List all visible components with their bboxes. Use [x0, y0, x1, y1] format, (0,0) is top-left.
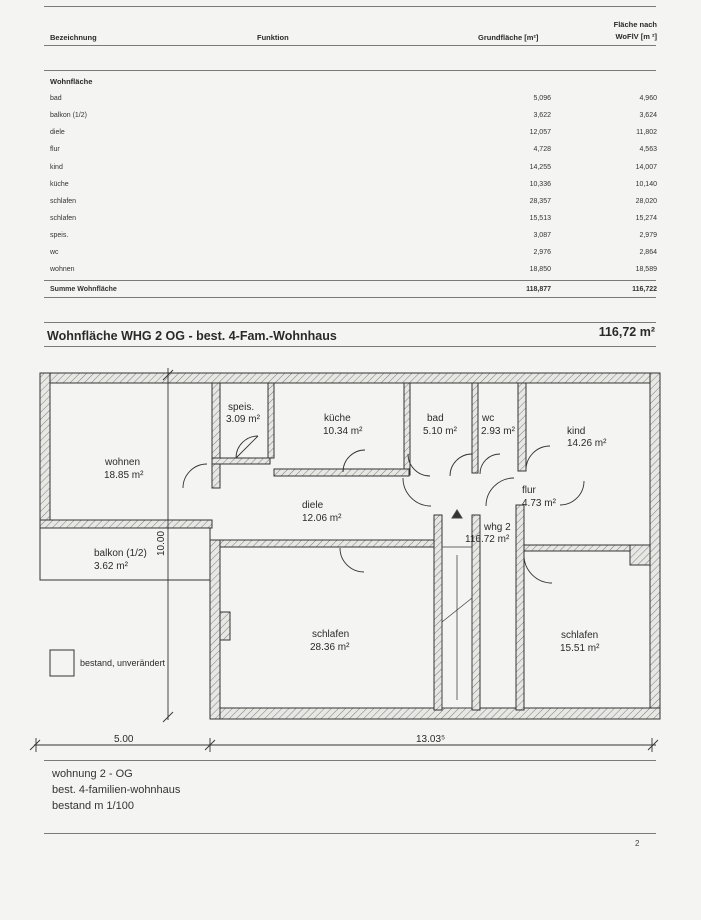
header-wofiv-line2: WoFlV [m ²] [615, 32, 657, 41]
row-name: bad [50, 95, 62, 102]
row-grundflaeche: 15,513 [529, 215, 551, 222]
header-bezeichnung: Bezeichnung [50, 33, 97, 42]
room-wc-area: 2.93 m² [481, 426, 515, 437]
footer-line-3: bestand m 1/100 [52, 800, 134, 812]
room-balkon-name: balkon (1/2) [94, 548, 147, 559]
row-grundflaeche: 10,336 [529, 181, 551, 188]
room-schlafen2-name: schlafen [561, 630, 599, 641]
footer-bottom-rule [44, 833, 656, 834]
room-bad-area: 5.10 m² [423, 426, 457, 437]
row-name: schlafen [50, 198, 77, 205]
row-name: diele [50, 129, 65, 136]
room-kind-area: 14.26 m² [567, 438, 607, 449]
legend-swatch [50, 650, 74, 676]
room-flur-area: 4.73 m² [522, 498, 556, 509]
page-number: 2 [635, 839, 640, 848]
row-wofiv: 11,802 [636, 129, 657, 136]
sum-label: Summe Wohnfläche [50, 286, 117, 293]
row-grundflaeche: 12,057 [529, 129, 551, 136]
dim-vertical-label: 10.00 [156, 530, 167, 556]
row-wofiv: 2,864 [639, 249, 657, 256]
footer-line-2: best. 4-familien-wohnhaus [52, 784, 181, 796]
room-wc-name: wc [482, 413, 495, 424]
sum-grundflaeche: 118,877 [526, 286, 551, 293]
sum-wofiv: 116,722 [632, 286, 657, 293]
row-grundflaeche: 14,255 [529, 164, 551, 171]
row-name: kind [50, 164, 63, 171]
room-speis-name: speis. [228, 402, 255, 413]
row-grundflaeche: 28,357 [529, 198, 551, 205]
row-name: balkon (1/2) [50, 112, 87, 119]
row-name: speis. [50, 232, 69, 239]
footer-info [52, 766, 180, 814]
room-schlafen1-area: 28.36 m² [310, 642, 350, 653]
room-kind-name: kind [567, 426, 586, 437]
row-grundflaeche: 3,622 [533, 112, 551, 119]
header-grundflaeche: Grundfläche [m²] [478, 33, 539, 42]
footer-top-rule [44, 760, 656, 761]
dim-left-label: 5.00 [114, 734, 134, 745]
room-wohnen-name: wohnen [105, 457, 141, 468]
row-wofiv: 28,020 [635, 198, 657, 205]
row-grundflaeche: 18,850 [529, 266, 551, 273]
plan-title: Wohnfläche WHG 2 OG - best. 4-Fam.-Wohnhaus [47, 329, 337, 343]
row-name: wohnen [50, 266, 75, 273]
room-whg-name: whg 2 [484, 522, 511, 533]
dim-right-label: 13.03⁵ [416, 734, 446, 745]
row-grundflaeche: 3,087 [533, 232, 551, 239]
plan-total: 116,72 m² [598, 325, 655, 339]
room-whg-area: 116.72 m² [465, 534, 510, 545]
row-wofiv: 2,979 [639, 232, 657, 239]
room-schlafen2-area: 15.51 m² [560, 643, 600, 654]
row-wofiv: 4,960 [639, 95, 657, 102]
row-name: schlafen [50, 215, 77, 222]
row-grundflaeche: 5,096 [533, 95, 551, 102]
row-wofiv: 15,274 [635, 215, 657, 222]
header-wofiv-line1: Fläche nach [613, 20, 657, 29]
room-kueche-name: küche [324, 413, 351, 424]
row-wofiv: 14,007 [635, 164, 657, 171]
room-balkon-area: 3.62 m² [94, 561, 128, 572]
row-wofiv: 4,563 [639, 146, 657, 153]
section-label: Wohnfläche [50, 77, 93, 86]
room-speis-area: 3.09 m² [226, 414, 260, 425]
legend-label: bestand, unverändert [80, 658, 166, 668]
row-name: wc [50, 249, 59, 256]
header-funktion: Funktion [257, 33, 289, 42]
row-name: küche [50, 181, 69, 188]
row-wofiv: 3,624 [639, 112, 657, 119]
row-wofiv: 18,589 [635, 266, 657, 273]
room-kueche-area: 10.34 m² [323, 426, 363, 437]
row-wofiv: 10,140 [635, 181, 657, 188]
footer-line-1: wohnung 2 - OG [52, 768, 133, 780]
room-schlafen1-name: schlafen [312, 629, 350, 640]
row-grundflaeche: 4,728 [533, 146, 551, 153]
row-name: flur [50, 146, 60, 153]
room-bad-name: bad [427, 413, 444, 424]
room-flur-name: flur [522, 485, 536, 496]
room-diele-name: diele [302, 500, 324, 511]
row-grundflaeche: 2,976 [533, 249, 551, 256]
room-diele-area: 12.06 m² [302, 513, 342, 524]
room-wohnen-area: 18.85 m² [104, 470, 144, 481]
